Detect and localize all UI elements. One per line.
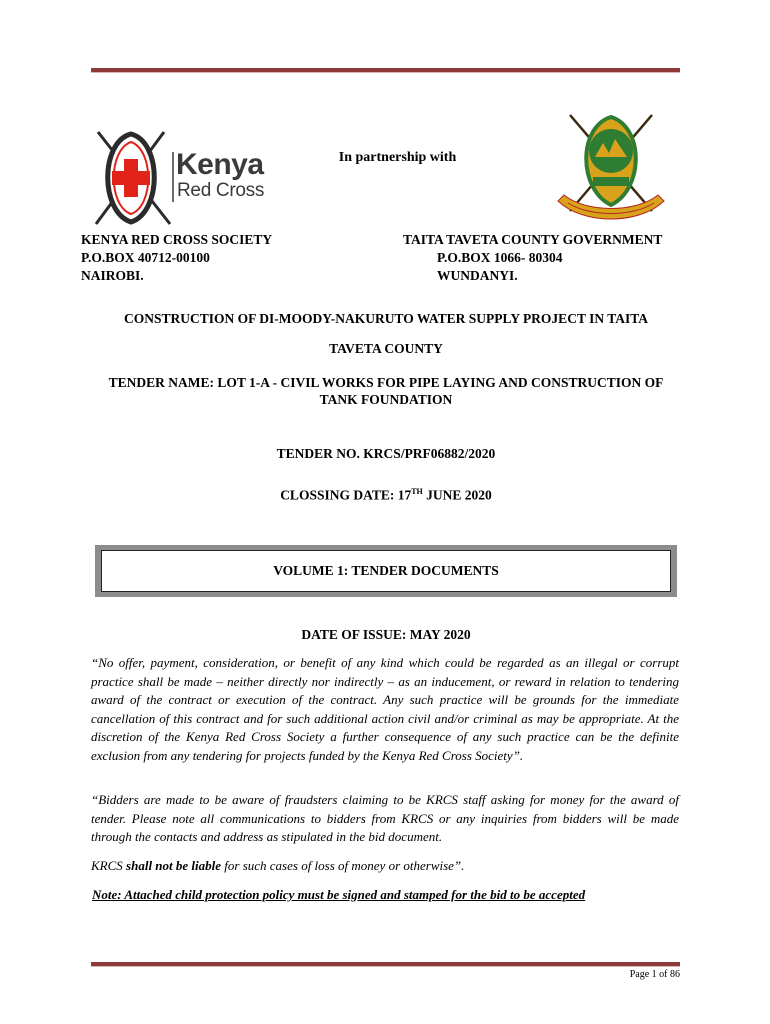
partnership-heading [0, 150, 770, 166]
krcs-org-name: KENYA RED CROSS SOCIETY [81, 232, 273, 247]
partnership-text: In partnership with [338, 150, 457, 165]
krcs-logo-word-kenya: Kenya [176, 148, 264, 181]
tender-number: TENDER NO. KRCS/PRF06882/2020 [276, 446, 496, 461]
taita-taveta-county-emblem [548, 107, 674, 225]
project-title-line2: TAVETA COUNTY [329, 341, 443, 356]
anti-corruption-paragraph: “No offer, payment, consideration, or benefit of any kind which could be regarded as an illegal or corrupt practice shall be made – neither directly nor indirectly – as an inducement, or reward in relation to tendering award of the contract or execution of the contract. Any such practice will be grounds for the immediate cancellation of this contract and for such additional action civil and/or criminal as may be appropriate. At the discretion of the Kenya Red Cross Society a further consequence of any such practice can be the definite exclusion from any tendering for projects funded by the Kenya Red Cross Society”. [91, 655, 679, 763]
page-number: Page 1 of 86 [629, 969, 680, 980]
krcs-city: NAIROBI. [81, 268, 144, 283]
closing-date-month: JUNE 2020 [422, 487, 492, 503]
krcs-address-block [81, 231, 272, 285]
top-rule [91, 68, 680, 72]
volume-box [95, 545, 677, 597]
county-town: WUNDANYI. [437, 268, 518, 283]
shield-spears-icon [96, 132, 170, 224]
liability-paragraph [91, 857, 679, 876]
fraud-warning-paragraph: “Bidders are made to be aware of fraudsters claiming to be KRCS staff asking for money for the award of tender. Please note all communications to bidders from KRCS or any inquiries from bidders will be made through the contacts and address as stipulated in the bid document. [91, 792, 679, 844]
volume-title: VOLUME 1: TENDER DOCUMENTS [101, 550, 671, 592]
closing-date-day: CLOSSING DATE: 17 [280, 487, 412, 503]
krcs-logo-word-redcross: Red Cross [177, 180, 265, 201]
county-coat-of-arms-icon [558, 115, 664, 219]
project-title-line1: CONSTRUCTION OF DI-MOODY-NAKURUTO WATER SUPPLY PROJECT IN TAITA [124, 311, 648, 326]
closing-date [90, 487, 682, 504]
bottom-rule [91, 962, 680, 966]
child-protection-note: Note: Attached child protection policy must be signed and stamped for the bid to be accepted [92, 887, 586, 902]
liability-text-end: for such cases of loss of money or otherwise”. [221, 858, 465, 873]
tender-name: TENDER NAME: LOT 1-A - CIVIL WORKS FOR PIPE LAYING AND CONSTRUCTION OF TANK FOUNDATION [108, 375, 664, 407]
county-org-name: TAITA TAVETA COUNTY GOVERNMENT [403, 232, 663, 247]
county-address-block [403, 231, 662, 285]
county-po-box: P.O.BOX 1066- 80304 [437, 250, 563, 265]
closing-date-suffix: TH [411, 487, 423, 496]
liability-text-start: KRCS [91, 858, 127, 873]
date-of-issue: DATE OF ISSUE: MAY 2020 [301, 627, 471, 642]
liability-emphasis: shall not be liable [126, 858, 222, 873]
krcs-po-box: P.O.BOX 40712-00100 [81, 250, 210, 265]
